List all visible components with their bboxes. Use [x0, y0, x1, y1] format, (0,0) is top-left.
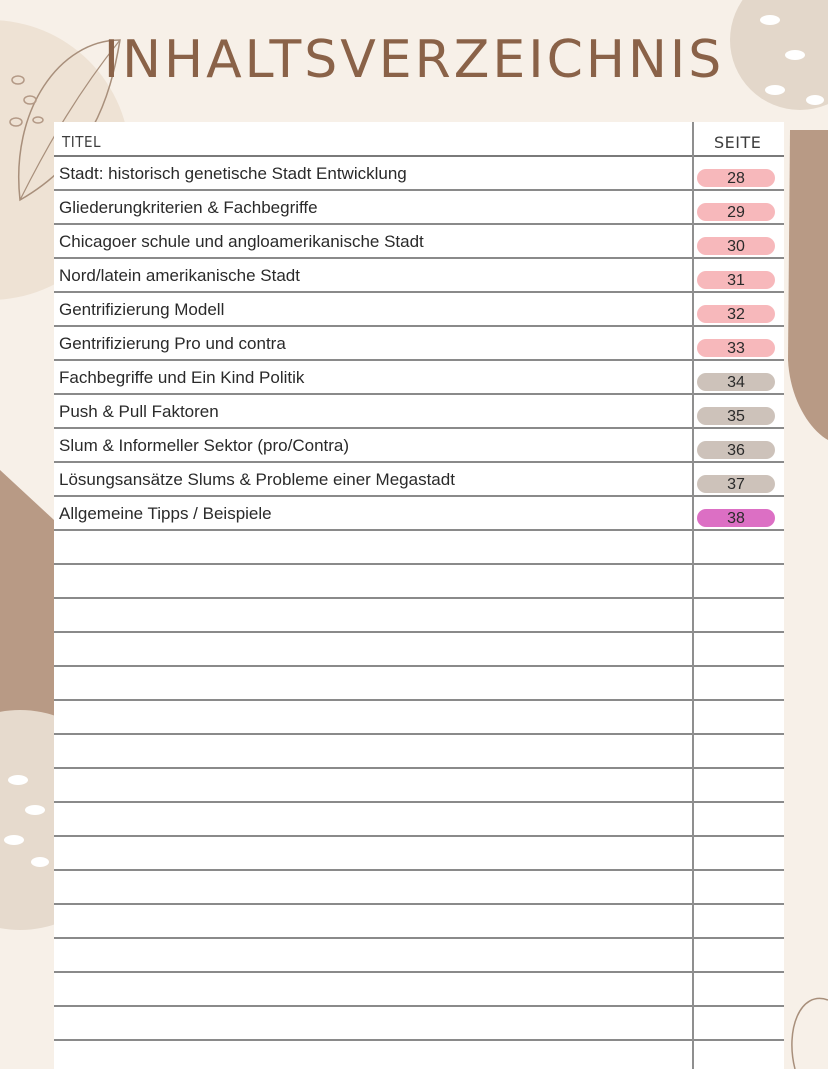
- toc-entry-title: Gliederungkriterien & Fachbegriffe: [59, 198, 318, 217]
- table-row: [54, 225, 784, 259]
- table-row: [54, 429, 784, 463]
- page-number-badge: 33: [697, 339, 775, 357]
- empty-row: [54, 735, 784, 769]
- table-row: [54, 293, 784, 327]
- page-number-badge: 30: [697, 237, 775, 255]
- empty-row: [54, 599, 784, 633]
- leaf-outline-bottom-right-icon: [792, 998, 828, 1069]
- table-row: [54, 361, 784, 395]
- empty-row: [54, 803, 784, 837]
- empty-row: [54, 565, 784, 599]
- column-header-page: SEITE: [714, 133, 762, 152]
- page-number-badge: 34: [697, 373, 775, 391]
- toc-entry-title: Slum & Informeller Sektor (pro/Contra): [59, 436, 350, 455]
- page-number-badge: 29: [697, 203, 775, 221]
- empty-row: [54, 531, 784, 565]
- empty-row: [54, 667, 784, 701]
- brown-blob-right: [788, 130, 828, 440]
- table-header: [54, 122, 784, 157]
- column-separator: [692, 122, 694, 1069]
- table-row: [54, 191, 784, 225]
- table-row: [54, 497, 784, 531]
- toc-rows: [54, 157, 784, 1041]
- page-title: INHALTSVERZEICHNIS: [103, 30, 725, 90]
- page-number-badge: 28: [697, 169, 775, 187]
- empty-row: [54, 633, 784, 667]
- table-row: [54, 259, 784, 293]
- toc-entry-title: Push & Pull Faktoren: [59, 402, 219, 421]
- toc-sheet: [54, 122, 784, 1069]
- page-number-badge: 31: [697, 271, 775, 289]
- toc-entry-title: Stadt: historisch genetische Stadt Entwicklung: [59, 164, 407, 183]
- toc-entry-title: Fachbegriffe und Ein Kind Politik: [59, 368, 305, 387]
- toc-entry-title: Nord/latein amerikanische Stadt: [59, 266, 300, 285]
- empty-row: [54, 769, 784, 803]
- toc-entry-title: Gentrifizierung Pro und contra: [59, 334, 286, 353]
- empty-row: [54, 837, 784, 871]
- empty-row: [54, 871, 784, 905]
- empty-row: [54, 905, 784, 939]
- page-number-badge: 37: [697, 475, 775, 493]
- empty-row: [54, 939, 784, 973]
- page-number-badge: 36: [697, 441, 775, 459]
- toc-entry-title: Allgemeine Tipps / Beispiele: [59, 504, 272, 523]
- table-row: [54, 395, 784, 429]
- toc-entry-title: Lösungsansätze Slums & Probleme einer Megastadt: [59, 470, 455, 489]
- page-number-badge: 38: [697, 509, 775, 527]
- table-row: [54, 157, 784, 191]
- empty-row: [54, 1007, 784, 1041]
- empty-row: [54, 973, 784, 1007]
- toc-entry-title: Gentrifizierung Modell: [59, 300, 225, 319]
- page-number-badge: 35: [697, 407, 775, 425]
- table-row: [54, 327, 784, 361]
- page-number-badge: 32: [697, 305, 775, 323]
- empty-row: [54, 701, 784, 735]
- table-row: [54, 463, 784, 497]
- toc-entry-title: Chicagoer schule und angloamerikanische Stadt: [59, 232, 424, 251]
- column-header-title: TITEL: [62, 133, 101, 151]
